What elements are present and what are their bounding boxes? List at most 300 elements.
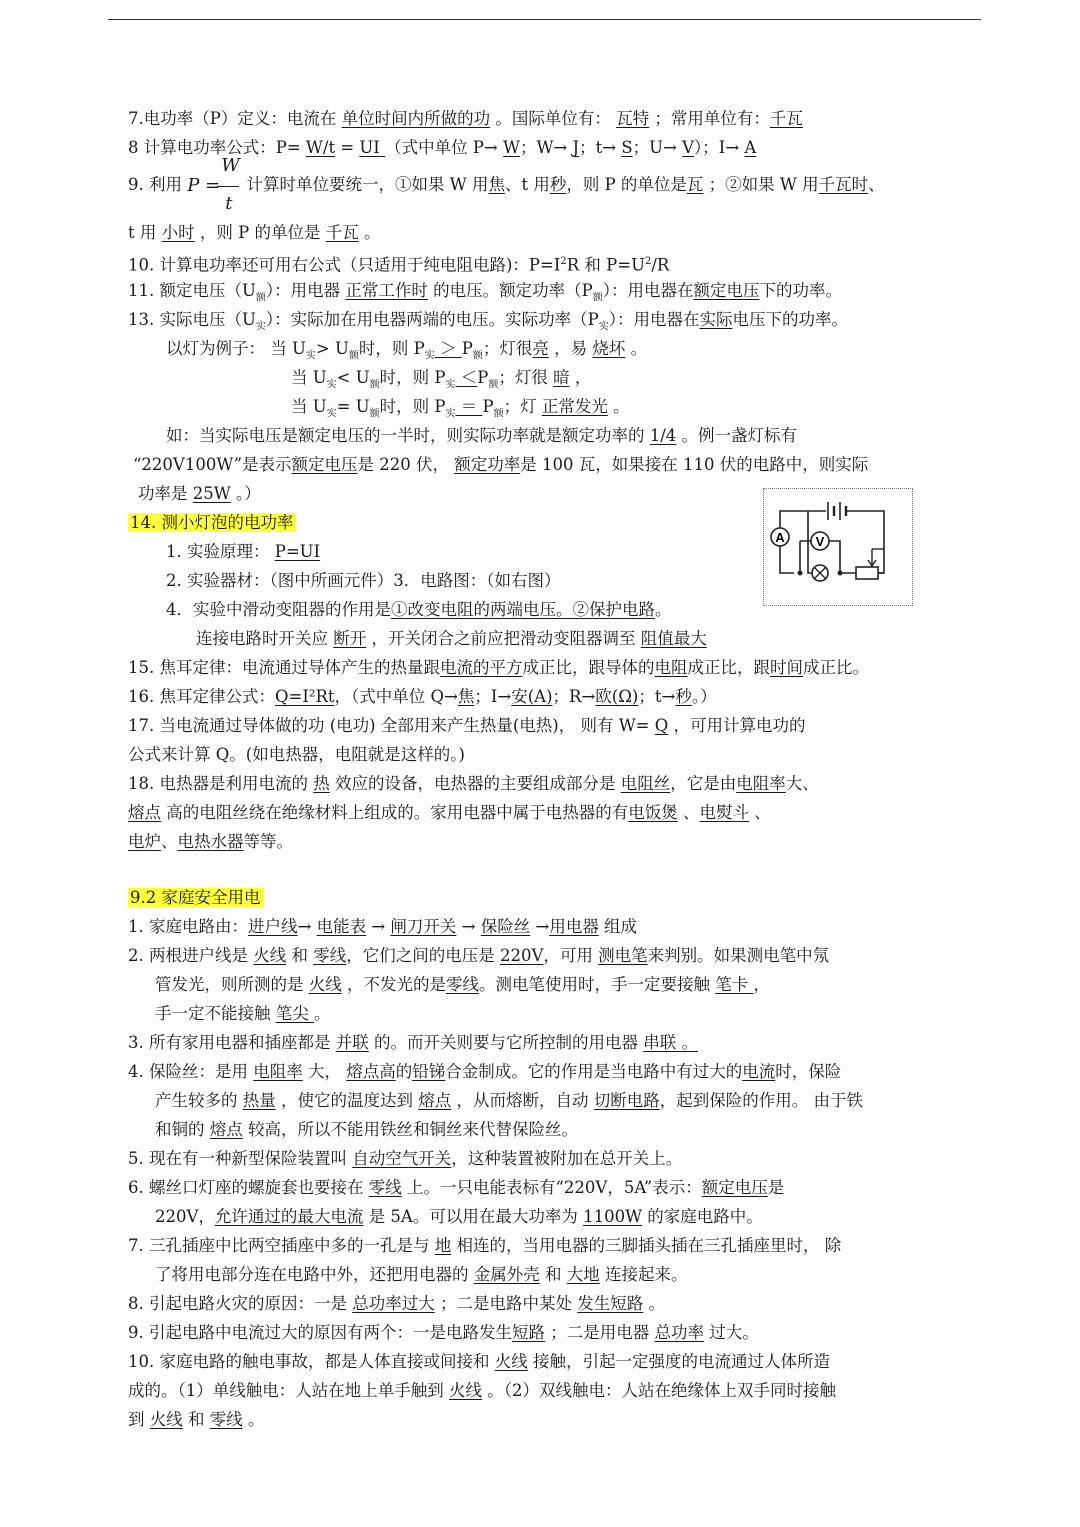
answer-blank: 暗 (553, 368, 570, 387)
answer-blank: UI (359, 138, 386, 157)
text-segment: 和铜的 (155, 1120, 210, 1139)
text-segment: P (477, 368, 489, 387)
text-line (166, 425, 797, 447)
text-line (128, 1032, 698, 1054)
text-segment: 较高，所以不能用铁丝和铜丝来代替保险丝。 (242, 1120, 578, 1139)
text-line (166, 570, 561, 592)
answer-blank: 瓦特 (616, 109, 650, 128)
text-segment: 。） (230, 484, 261, 503)
text-segment: 17. 当电流通过导体做的功 (电功) 全部用来产生热量(电热)， 则有 W= (128, 716, 655, 735)
answer-blank: 铅锑 (412, 1062, 446, 1081)
answer-blank: 火线 (494, 1352, 528, 1371)
answer-blank: 电流 (742, 1062, 776, 1081)
text-segment: 以灯为例子： 当 U (166, 339, 306, 358)
answer-blank: ＞ (434, 339, 462, 358)
text-segment: 和 (182, 1410, 210, 1429)
answer-blank: 允许通过的最大电流 (214, 1207, 364, 1226)
text-segment: 额 (348, 350, 359, 362)
answer-blank: 电阻 (654, 658, 688, 677)
text-segment: “220V100W”是表示 (133, 455, 292, 474)
text-segment: 、 (868, 175, 885, 194)
answer-blank: 单位时间内所做的功 (341, 109, 491, 128)
text-segment: 是 5A。可以用在最大功率为 (363, 1207, 584, 1226)
text-segment: 时，则 P (379, 397, 446, 416)
formula-p: P = (187, 174, 221, 196)
text-segment: 2 (560, 256, 567, 267)
text-segment: 实 (326, 408, 337, 420)
answer-blank: 电炉 (128, 832, 161, 851)
text-line (291, 396, 630, 425)
text-segment: ， (753, 975, 770, 994)
text-segment: R 和 P=U (566, 255, 645, 275)
text-line (166, 338, 647, 367)
text-segment: ；I→ (474, 687, 512, 706)
answer-blank: 零线 (368, 1178, 402, 1197)
text-line (133, 454, 868, 476)
text-segment: 、 (677, 803, 700, 822)
answer-blank: W (503, 138, 520, 157)
text-segment: 10. 家庭电路的触电事故，都是人体直接或间接和 (128, 1352, 495, 1371)
text-segment: P (482, 397, 494, 416)
answer-blank: 大地 (566, 1265, 600, 1284)
text-segment: → (297, 917, 317, 936)
text-segment: 和 (286, 946, 314, 965)
voltmeter-label: V (815, 534, 825, 549)
text-line (128, 512, 296, 534)
text-segment: 10. 计算电功率还可用右公式（只适用于纯电阻电路)：P=I (128, 255, 561, 275)
text-segment: 等等。 (243, 832, 293, 851)
text-segment: 是 100 瓦，如果接在 110 伏的电路中，则实际 (520, 455, 869, 474)
answer-blank: 额定功率 (454, 455, 521, 474)
text-segment: ， (569, 368, 592, 387)
text-segment: 和 (539, 1265, 567, 1284)
answer-blank: ＝ (455, 397, 483, 416)
answer-blank: A (744, 138, 757, 157)
answer-blank: 测电笔 (598, 946, 648, 965)
text-line (128, 657, 869, 679)
text-segment: ；常用单位有： (649, 109, 770, 128)
text-segment: 18. 电热器是利用电流的 (128, 774, 314, 793)
text-segment: 大、 (785, 774, 819, 793)
text-segment: 成正比。 (803, 658, 869, 677)
text-line (128, 1177, 784, 1199)
text-segment: 组成 (598, 917, 638, 936)
text-segment: ，易 (548, 339, 593, 358)
circuit-svg (764, 489, 912, 605)
text-segment: 的家庭电路中。 (642, 1207, 763, 1226)
text-segment: 实 (598, 321, 609, 333)
text-segment: 当 U (291, 368, 327, 387)
answer-blank: 阻值最大 (640, 629, 707, 648)
text-segment: ，它们之间的电压是 (346, 946, 500, 965)
text-segment: ，从而熔断，自动 (451, 1091, 594, 1110)
text-segment: 实 (445, 379, 456, 391)
text-segment: ，可用 (543, 946, 599, 965)
text-segment: ；二是用电器 (545, 1323, 655, 1342)
text-segment: 1. 实验原理： (166, 542, 275, 561)
text-segment: 大， (302, 1062, 347, 1081)
answer-blank: 正常发光 (541, 397, 608, 416)
text-line (128, 744, 465, 766)
answer-blank: 额定电压 (693, 281, 760, 300)
text-segment: 。 (625, 339, 648, 358)
text-segment: 成正比，跟 (687, 658, 770, 677)
answer-blank: 自动空气开关 (352, 1149, 452, 1168)
text-segment: 、 (749, 803, 771, 822)
text-segment: 的电压。额定功率（P (427, 281, 593, 300)
text-segment: 4．实验中滑动变阻器的作用是 (166, 600, 391, 619)
answer-blank: 火线 (308, 975, 342, 994)
answer-blank: 电熨斗 (699, 803, 749, 822)
text-segment: 7. 三孔插座中比两空插座中多的一孔是与 (128, 1236, 435, 1255)
text-segment: ，开关闭合之前应把滑动变阻器调至 (366, 629, 641, 648)
text-line (155, 1206, 763, 1228)
text-segment: < U (336, 368, 370, 387)
text-line (128, 1148, 682, 1170)
answer-blank: 并联 (335, 1033, 369, 1052)
text-segment: /R (651, 255, 670, 275)
text-segment: 、 (161, 832, 178, 851)
answer-blank: 千瓦 (325, 223, 359, 242)
text-segment: 时，则 P (379, 368, 446, 387)
text-segment: 9. 利用 (128, 175, 188, 194)
answer-blank: 熔点 (209, 1120, 243, 1139)
text-segment: t 用 (128, 223, 162, 242)
text-segment: 连接电路时开关应 (196, 629, 334, 648)
circuit-diagram (763, 488, 913, 606)
text-segment: 额 (369, 379, 380, 391)
text-segment: ；灯很 (482, 339, 533, 358)
text-line (128, 280, 842, 309)
answer-blank: J (572, 138, 580, 157)
text-segment: 额 (255, 292, 266, 304)
text-segment: 产生较多的 (155, 1091, 243, 1110)
text-line (155, 1003, 331, 1025)
answer-blank: 总功率 (654, 1323, 704, 1342)
text-segment: 3. 所有家用电器和插座都是 (128, 1033, 336, 1052)
text-segment: 额 (592, 292, 603, 304)
section-heading: 9.2 家庭安全用电 (130, 888, 261, 907)
text-segment: ，不发光的是 (341, 975, 446, 994)
text-segment: ）：用电器 (265, 281, 346, 300)
text-segment: ）：实际加在用电器两端的电压。实际功率（P (265, 310, 599, 329)
answer-blank: 正常工作时 (345, 281, 428, 300)
text-segment: 2. 两根进户线是 (128, 946, 254, 965)
power-formula (187, 154, 241, 214)
answer-blank: 电能表 (316, 917, 367, 936)
answer-blank: 1100W (583, 1207, 643, 1226)
text-segment: 合金制成。它的作用是当电路中有过大的 (445, 1062, 743, 1081)
text-segment: ；t→ (579, 138, 622, 157)
text-segment: ；R→ (552, 687, 596, 706)
answer-blank: 额定电压 (291, 455, 358, 474)
answer-blank: 电流的平方 (440, 658, 523, 677)
text-line (128, 945, 829, 967)
text-line (166, 541, 320, 563)
text-segment: ；U→ (632, 138, 683, 157)
text-segment: 1. 家庭电路由： (128, 917, 248, 936)
ammeter-label: A (775, 530, 785, 545)
text-line (128, 108, 803, 130)
text-segment: 实 (326, 379, 337, 391)
answer-blank: 时间 (770, 658, 803, 677)
text-segment: 5. 现在有一种新型保险装置叫 (128, 1149, 353, 1168)
text-line (128, 251, 669, 277)
answer-blank: 熔点 (418, 1091, 452, 1110)
text-segment: ；二是电路中某处 (434, 1294, 578, 1313)
fraction-bar (217, 186, 239, 187)
answer-blank: 断开 (333, 629, 367, 648)
text-segment: ，使它的温度达到 (275, 1091, 419, 1110)
answer-blank: 焦 (457, 687, 475, 706)
text-segment: 时，保险 (775, 1062, 842, 1081)
text-line (128, 1409, 265, 1431)
text-segment: ）；I→ (694, 138, 745, 157)
text-segment: 额 (493, 408, 504, 420)
text-segment: ，（式中单位 Q→ (334, 687, 458, 706)
answer-blank: 电热水器 (177, 832, 244, 851)
text-segment: 。） (691, 687, 717, 706)
text-line (155, 974, 770, 996)
text-segment: 功率是 (138, 484, 193, 503)
text-line (128, 154, 885, 214)
text-segment: 实 (305, 350, 316, 362)
text-segment: 220V， (155, 1207, 215, 1226)
answer-blank: 亮 (532, 339, 549, 358)
answer-blank: P=UI (274, 542, 321, 561)
text-line (128, 1380, 836, 1402)
formula-t: t (225, 192, 233, 214)
answer-blank: 电饭煲 (628, 803, 678, 822)
text-line (128, 1235, 841, 1257)
text-line (128, 1293, 665, 1315)
answer-blank: 用电器 (549, 917, 599, 936)
text-segment: 接触，引起一定强度的电流通过人体所造 (527, 1352, 830, 1371)
text-segment: ，则 P 的单位是 (566, 175, 687, 194)
text-line (128, 773, 819, 795)
rheostat-icon (856, 567, 878, 579)
answer-blank: 发生短路 (577, 1294, 644, 1313)
text-segment: 实 (424, 350, 435, 362)
answer-blank: 焦 (488, 175, 505, 194)
answer-blank: 火线 (149, 1410, 183, 1429)
text-segment: 成的。（1）单线触电：人站在地上单手触到 (128, 1381, 449, 1400)
answer-blank: 零线 (209, 1410, 243, 1429)
text-line (291, 367, 591, 396)
text-segment: 计算时单位要统一，①如果 W 用 (241, 175, 489, 194)
text-segment: 11. 额定电压（U (128, 281, 256, 300)
text-segment: 下的功率。 (759, 281, 843, 300)
answer-blank: 千瓦 (769, 109, 803, 128)
text-line (128, 309, 848, 338)
answer-blank: 切断电路 (593, 1091, 660, 1110)
text-segment: 连接起来。 (599, 1265, 688, 1284)
text-line (128, 1322, 759, 1344)
answer-blank: 1/4 (649, 426, 677, 445)
answer-blank: 实际 (699, 310, 733, 329)
text-segment: ，这种装置被附加在总开关上。 (451, 1149, 683, 1168)
text-line (128, 1351, 830, 1373)
answer-blank: 秒 (549, 175, 567, 194)
text-segment: 。 (314, 1004, 331, 1023)
top-rule (108, 19, 981, 20)
text-segment: 16. 焦耳定律公式： (128, 687, 275, 706)
text-line (155, 1090, 863, 1112)
text-segment: 相连的，当用电器的三脚插头插在三孔插座里时， 除 (451, 1236, 842, 1255)
text-segment: ，它是由 (670, 774, 737, 793)
text-segment: 。（2）双线触电：人站在绝缘体上双手同时接触 (482, 1381, 836, 1400)
text-segment: → (456, 917, 481, 936)
text-segment: 的 (395, 1062, 413, 1081)
answer-blank: 热 (313, 774, 330, 793)
text-segment: 电压下的功率。 (732, 310, 849, 329)
text-segment: 如：当实际电压是额定电压的一半时，则实际功率就是额定功率的 (166, 426, 650, 445)
text-segment: 。 (242, 1410, 265, 1429)
answer-blank: 25W (192, 484, 231, 503)
answer-blank: 小时 (161, 223, 195, 242)
text-segment: 来判别。如果测电笔中氖 (647, 946, 830, 965)
text-segment: 上。一只电能表标有“220V，5A”表示： (401, 1178, 702, 1197)
text-segment: 管发光，则所测的是 (155, 975, 309, 994)
text-segment: 、t 用 (504, 175, 550, 194)
text-segment: ，起到保险的作用。 由于铁 (659, 1091, 863, 1110)
text-line (138, 483, 261, 505)
answer-blank: 保险丝 (480, 917, 531, 936)
answer-blank: W/t (305, 138, 336, 157)
text-segment: = U (336, 397, 370, 416)
text-segment: ，则 P 的单位是 (194, 223, 326, 242)
answer-blank: 进户线 (248, 917, 298, 936)
text-line (128, 1061, 841, 1083)
answer-blank: 熔点 (128, 803, 161, 822)
answer-blank: 电阻率 (736, 774, 786, 793)
text-segment: 9. 引起电路中电流过大的原因有两个：一是电路发生 (128, 1323, 512, 1342)
text-line (155, 1119, 578, 1141)
answer-blank: 瓦 (686, 175, 704, 194)
text-line (128, 831, 293, 853)
text-segment: 2 (645, 256, 652, 267)
answer-blank: S (621, 138, 633, 157)
text-segment: 。 (358, 223, 381, 242)
answer-blank: 短路 (512, 1323, 545, 1342)
text-segment: ）：用电器在 (602, 281, 694, 300)
text-segment: 8 计算电功率公式：P= (128, 138, 306, 157)
text-segment: 6. 螺丝口灯座的螺旋套也要接在 (128, 1178, 369, 1197)
text-segment: 手一定不能接触 (155, 1004, 276, 1023)
answer-blank: 220V (499, 946, 544, 965)
text-segment: 。 (655, 600, 672, 619)
text-line (196, 628, 707, 650)
answer-blank: 笔尖 (275, 1004, 314, 1023)
text-segment: 2. 实验器材：（图中所画元件）3．电路图：（如右图） (166, 571, 561, 590)
answer-blank: 秒 (675, 687, 692, 706)
text-segment: ；②如果 W 用 (703, 175, 819, 194)
text-segment: 实 (255, 321, 266, 333)
answer-blank: 零线 (446, 975, 479, 994)
text-line (155, 1264, 688, 1286)
text-segment: = (335, 138, 360, 157)
answer-blank: 烧坏 (592, 339, 626, 358)
answer-blank: 总功率过大 (352, 1294, 435, 1313)
answer-blank: 安(A) (511, 687, 553, 706)
text-segment: ；灯很 (498, 368, 554, 387)
answer-blank: 笔卡 (715, 975, 754, 994)
text-segment: ；W→ (519, 138, 573, 157)
text-segment: P (461, 339, 473, 358)
text-line (166, 599, 672, 621)
text-segment: 。测电笔使用时，手一定要接触 (479, 975, 716, 994)
text-segment: 到 (128, 1410, 150, 1429)
formula-w: W (221, 154, 240, 176)
answer-blank: Q=I²Rt (275, 687, 335, 706)
section-heading: 14. 测小灯泡的电功率 (130, 513, 294, 532)
text-segment: 。 (607, 397, 630, 416)
answer-blank: 零线 (313, 946, 347, 965)
answer-blank: 热量 (242, 1091, 276, 1110)
text-segment: 过大。 (704, 1323, 759, 1342)
text-segment: 效应的设备，电热器的主要组成部分是 (329, 774, 621, 793)
answer-blank: Q (654, 716, 669, 735)
text-segment: 了将用电部分连在电路中外，还把用电器的 (155, 1265, 474, 1284)
text-line (128, 715, 806, 737)
text-segment: 额 (488, 379, 499, 391)
text-segment: 13. 实际电压（U (128, 310, 256, 329)
text-segment: → (530, 917, 550, 936)
text-segment: 。 (643, 1294, 665, 1313)
text-segment: 额 (369, 408, 380, 420)
text-segment: 当 U (291, 397, 327, 416)
text-segment: 时，则 P (358, 339, 425, 358)
answer-blank: 闸刀开关 (390, 917, 457, 936)
text-segment: 公式来计算 Q。(如电热器，电阻就是这样的。) (128, 745, 465, 764)
text-segment: ；t→ (638, 687, 676, 706)
answer-blank: 额定电压 (701, 1178, 768, 1197)
text-segment: 是 (767, 1178, 785, 1197)
text-segment: ；灯 (503, 397, 542, 416)
answer-blank: 熔点高 (346, 1062, 396, 1081)
text-line (128, 222, 380, 244)
text-segment: > U (315, 339, 349, 358)
text-segment: 实 (445, 408, 456, 420)
answer-blank: 串联 。 (643, 1033, 698, 1052)
text-segment: 7.电功率（P）定义：电流在 (128, 109, 342, 128)
answer-blank: 火线 (253, 946, 287, 965)
text-segment: 高的电阻丝绕在绝缘材料上组成的。家用电器中属于电热器的有 (161, 803, 629, 822)
text-segment: 。国际单位有： (490, 109, 617, 128)
text-segment: 成正比，跟导体的 (522, 658, 655, 677)
answer-blank: 地 (434, 1236, 452, 1255)
text-segment: 8. 引起电路火灾的原因：一是 (128, 1294, 353, 1313)
text-segment: 是 220 伏， (357, 455, 455, 474)
text-segment: ，可用计算电功的 (668, 716, 806, 735)
text-segment: 的。而开关则要与它所控制的用电器 (368, 1033, 644, 1052)
text-segment: 15. 焦耳定律：电流通过导体产生的热量跟 (128, 658, 440, 677)
rheostat-slider-icon (868, 549, 876, 566)
text-line (128, 686, 717, 708)
answer-blank: 电阻率 (253, 1062, 303, 1081)
text-segment: 。例一盏灯标有 (676, 426, 798, 445)
text-segment: ）：用电器在 (608, 310, 700, 329)
answer-blank: 千瓦时 (818, 175, 869, 194)
text-segment: 4. 保险丝：是用 (128, 1062, 254, 1081)
answer-blank: 欧(Ω) (595, 687, 639, 706)
text-segment: → (366, 917, 391, 936)
text-line (128, 802, 771, 824)
answer-blank: 火线 (449, 1381, 482, 1400)
text-line (128, 916, 637, 938)
answer-blank: ①改变电阻的两端电压。②保护电路 (391, 600, 655, 619)
answer-blank: V (682, 138, 695, 157)
